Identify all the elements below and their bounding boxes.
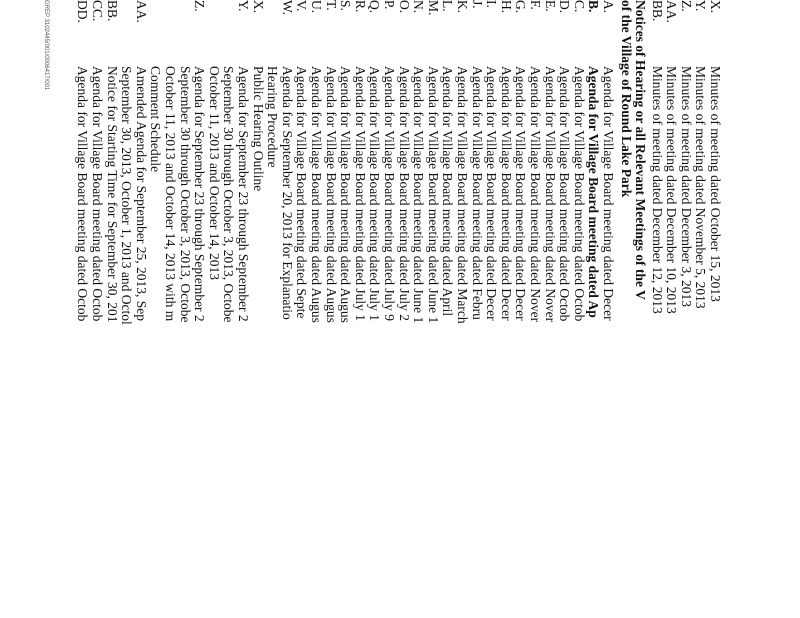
item-text: Public Hearing Outline xyxy=(250,66,266,192)
item-text: Agenda for Village Board meeting dated Augus xyxy=(323,66,339,323)
item-letter: G. xyxy=(513,0,529,14)
minutes-list-item xyxy=(680,0,693,618)
agenda-list-item xyxy=(179,0,192,618)
item-text: Agenda for Village Board meeting dated Febru xyxy=(469,66,485,320)
agenda-list-item xyxy=(383,0,396,618)
item-letter: Y. xyxy=(236,0,251,12)
item-text: Agenda for Village Board meeting dated Nover xyxy=(542,66,558,323)
item-letter: AA. xyxy=(664,0,680,23)
item-text: Agenda for Village Board meeting dated July 9 xyxy=(382,66,397,321)
item-letter: CC. xyxy=(90,0,105,22)
section-title-text: Notices of Hearing or all Relevant Meetings of the V xyxy=(633,0,648,300)
agenda-list-item xyxy=(208,0,221,618)
item-text: Agenda for Village Board meeting dated Octob xyxy=(571,66,587,322)
item-text: Agenda for Village Board meeting dated Augus xyxy=(309,66,324,323)
item-text: Agenda for Village Board meeting dated July 2 xyxy=(396,66,412,321)
minutes-list-item xyxy=(651,0,664,618)
agenda-list-item xyxy=(91,0,104,618)
agenda-list-item xyxy=(427,0,440,618)
agenda-list-item xyxy=(529,0,542,618)
item-text: Agenda for September 23 through September 2 xyxy=(192,66,208,322)
agenda-list-item xyxy=(149,0,162,618)
agenda-list-item xyxy=(310,0,323,618)
item-text: Agenda for Village Board meeting dated Octob xyxy=(557,66,573,322)
item-letter: Y. xyxy=(693,0,709,12)
agenda-list-item xyxy=(514,0,527,618)
item-text: September 30 through October 3, 2013, Octobe xyxy=(221,66,237,323)
item-text: Minutes of meeting dated October 15, 2013 xyxy=(708,66,723,302)
item-text: Agenda for Village Board meeting dated Septe xyxy=(294,66,310,319)
item-letter: R. xyxy=(352,0,368,13)
item-text: Agenda for Village Board meeting dated Nover xyxy=(528,66,543,323)
agenda-list-item xyxy=(485,0,498,618)
item-letter: J. xyxy=(469,0,485,9)
item-text: Agenda for Village Board meeting dated Decer xyxy=(513,66,529,321)
item-text: Agenda for Village Board meeting dated June 1 xyxy=(425,66,441,324)
minutes-list-item xyxy=(695,0,708,618)
agenda-list-item xyxy=(222,0,235,618)
agenda-list-item xyxy=(266,0,279,618)
agenda-list-item xyxy=(252,0,265,618)
item-text: October 11, 2013 and October 14, 2013 xyxy=(206,66,222,280)
agenda-list-item xyxy=(354,0,367,618)
item-text: Minutes of meeting dated November 5, 2013 xyxy=(693,66,709,309)
agenda-list-item xyxy=(76,0,89,618)
section-title-text: of the Village of Round Lake Park xyxy=(619,0,634,198)
item-text: Agenda for September 23 through September 2 xyxy=(236,66,251,322)
item-text: Agenda for Village Board meeting dated Decer xyxy=(601,66,616,321)
item-text: Agenda for Village Board meeting dated June 1 xyxy=(411,66,427,324)
agenda-list-item xyxy=(164,0,177,618)
agenda-list-item xyxy=(135,0,148,618)
item-text: Agenda for Village Board meeting dated July 1 xyxy=(367,66,383,321)
item-letter: T. xyxy=(323,0,339,11)
agenda-list-item xyxy=(441,0,454,618)
agenda-list-item xyxy=(412,0,425,618)
agenda-list-item xyxy=(471,0,484,618)
agenda-list-item xyxy=(295,0,308,618)
agenda-list-item xyxy=(558,0,571,618)
item-letter: L. xyxy=(440,0,456,12)
item-letter: M. xyxy=(425,0,441,16)
item-text: Comment Schedule xyxy=(148,66,164,173)
item-letter: Q. xyxy=(367,0,383,14)
agenda-list-item xyxy=(339,0,352,618)
agenda-list-item xyxy=(500,0,513,618)
item-text: Agenda for Village Board meeting dated Augus xyxy=(338,66,354,323)
agenda-list-item xyxy=(281,0,294,618)
agenda-list-item xyxy=(237,0,250,618)
page-footer-id: GREP 3102445/001/0006417/001 xyxy=(43,0,49,91)
item-text: Minutes of meeting dated December 3, 2013 xyxy=(679,66,694,308)
item-letter: Z. xyxy=(679,0,694,12)
item-letter: N. xyxy=(411,0,427,14)
item-text: Amended Agenda for September 25, 2013, Sep xyxy=(133,66,149,321)
item-text: Agenda for Village Board meeting dated Decer xyxy=(484,66,500,321)
minutes-list-item xyxy=(709,0,722,618)
item-text: Agenda for Village Board meeting dated Ap xyxy=(586,66,602,318)
item-text: Agenda for Village Board meeting dated July 1 xyxy=(352,66,368,321)
agenda-list-item xyxy=(325,0,338,618)
item-text: Minutes of meeting dated December 12, 2013 xyxy=(650,66,665,314)
agenda-list-item xyxy=(106,0,119,618)
agenda-list-item xyxy=(573,0,586,618)
agenda-list-item xyxy=(120,0,133,618)
agenda-list-item xyxy=(456,0,469,618)
section-title-line xyxy=(634,0,647,618)
item-letter: C. xyxy=(571,0,587,13)
item-letter: V. xyxy=(294,0,310,12)
item-letter: DD. xyxy=(75,0,91,23)
item-text: Hearing Procedure xyxy=(265,66,281,168)
item-letter: E. xyxy=(542,0,558,12)
item-letter: AA. xyxy=(133,0,149,23)
item-letter: BB. xyxy=(104,0,120,22)
item-text: September 30, 2013, October 1, 2013 and Octol xyxy=(119,66,135,325)
agenda-list-item xyxy=(602,0,615,618)
item-text: Notice for Starting Time for September 30, 201 xyxy=(104,66,120,323)
item-letter: B. xyxy=(586,0,602,13)
item-text: Agenda for Village Board meeting dated Octob xyxy=(90,66,105,322)
item-letter: F. xyxy=(528,0,543,10)
item-letter: X. xyxy=(708,0,723,14)
agenda-list-item xyxy=(544,0,557,618)
item-letter: H. xyxy=(498,0,514,14)
item-text: Minutes of meeting dated December 10, 2013 xyxy=(664,66,680,314)
item-text: Agenda for Village Board meeting dated Octob xyxy=(75,66,91,322)
item-text: Agenda for September 20, 2013 for Explanatio xyxy=(279,66,295,320)
item-letter: S. xyxy=(338,0,354,11)
agenda-list-item xyxy=(368,0,381,618)
item-text: Agenda for Village Board meeting dated March xyxy=(455,66,470,324)
item-letter: Z. xyxy=(192,0,208,12)
section-title-line xyxy=(620,0,633,618)
agenda-list-item xyxy=(587,0,600,618)
item-letter: D. xyxy=(557,0,573,14)
item-letter: BB. xyxy=(650,0,665,22)
item-letter: U. xyxy=(309,0,324,14)
item-text: Agenda for Village Board meeting dated April xyxy=(440,66,456,317)
item-letter: I. xyxy=(484,0,500,8)
item-letter: A. xyxy=(601,0,616,14)
agenda-list-item xyxy=(398,0,411,618)
agenda-list-item xyxy=(193,0,206,618)
item-letter: W. xyxy=(279,0,295,15)
item-letter: K. xyxy=(455,0,470,14)
item-text: October 11, 2013 and October 14, 2013 with m xyxy=(163,66,178,322)
item-letter: O. xyxy=(396,0,412,14)
minutes-list-item xyxy=(666,0,679,618)
item-text: September 30 through October 3, 2013, Octobe xyxy=(177,66,193,323)
item-letter: P. xyxy=(382,0,397,10)
item-text: Agenda for Village Board meeting dated Decer xyxy=(498,66,514,321)
item-letter: X. xyxy=(250,0,266,14)
